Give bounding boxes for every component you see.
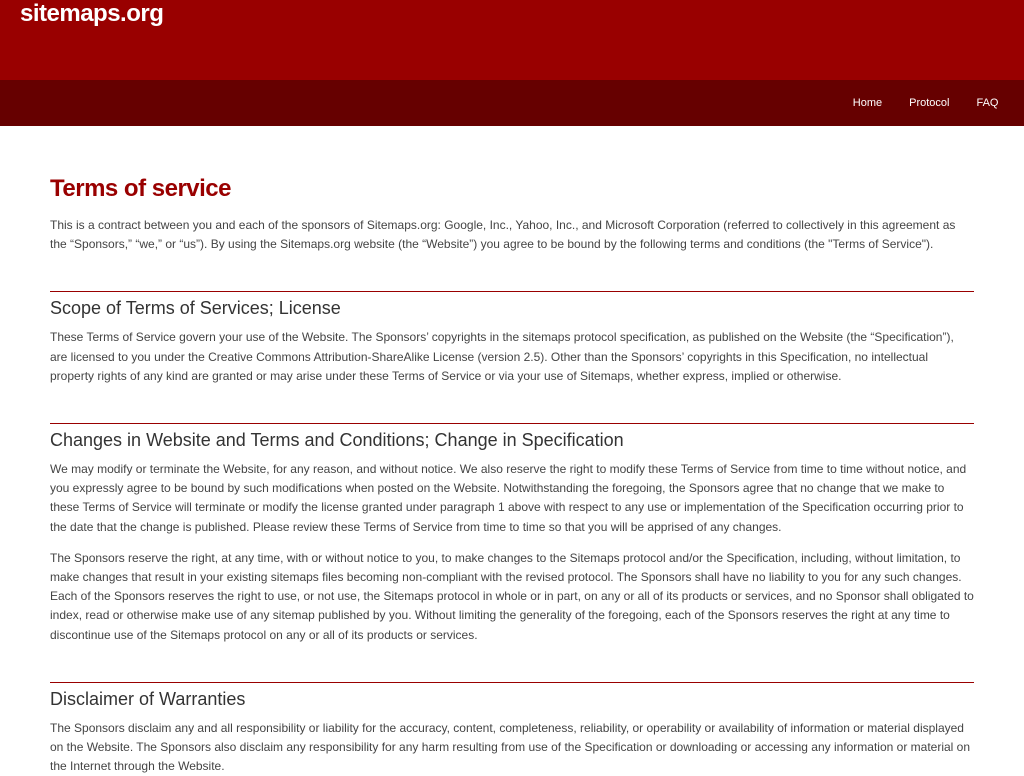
nav-item-protocol[interactable]: Protocol: [909, 97, 950, 109]
page-title: Terms of service: [50, 175, 231, 202]
section-scope-license: [50, 291, 974, 386]
section-paragraph: The Sponsors disclaim any and all responsibility or liability for the accuracy, content, completeness, reliability, or operability or availability of information or material displayed on the Website. The Sponsors also disclaim any responsibility for any harm resulting from use of the Specification or downloading or accessing any information or material on the Internet through the Website.: [50, 720, 971, 774]
nav-menu: [839, 80, 1012, 126]
site-logo-link[interactable]: sitemaps.org: [20, 0, 164, 27]
section-changes: [50, 423, 974, 645]
section-divider: [50, 291, 974, 292]
section-divider: [50, 423, 974, 424]
intro-paragraph: This is a contract between you and each of the sponsors of Sitemaps.org: Google, Inc., Yahoo, Inc., and Microsoft Corporation (referred to collectively in this agreement as the “Sponsors,” “we,” or “us”). By using the Sitemaps.org website (the “Website”) you agree to be bound by the following terms and conditions (the "Terms of Service").: [50, 218, 956, 252]
main-content: [50, 126, 974, 776]
section-disclaimer: [50, 682, 974, 776]
nav-item-faq[interactable]: FAQ: [976, 97, 999, 109]
section-heading: Scope of Terms of Services; License: [50, 298, 341, 319]
section-divider: [50, 682, 974, 683]
section-paragraph: These Terms of Service govern your use of the Website. The Sponsors’ copyrights in the sitemaps protocol specification, as published on the Website (the “Specification”), are licensed to you under the Creative Commons Attribution-ShareAlike License (version 2.5). Other than the Sponsors’ copyrights in this Specification, no intellectual property rights of any kind are granted or may arise under these Terms of Service or via your use of Sitemaps, whether express, implied or otherwise.: [50, 330, 954, 383]
section-paragraph: We may modify or terminate the Website, for any reason, and without notice. We also reserve the right to modify these Terms of Service from time to time without notice, and you expressly agree to be bound by such modifications when posted on the Website. Notwithstanding the foregoing, the Sponsors agree that no change that we make to these Terms of Service will terminate or modify the license granted under paragraph 1 above with respect to any use or implementation of the Specification occurring prior to the date that the change is published. Please review these Terms of Service from time to time so that you will be apprised of any changes.: [50, 462, 967, 534]
site-header: [0, 0, 1024, 80]
section-heading: Changes in Website and Terms and Conditions; Change in Specification: [50, 430, 624, 451]
nav-item-home[interactable]: Home: [852, 97, 883, 109]
section-paragraph: The Sponsors reserve the right, at any time, with or without notice to you, to make changes to the Sitemaps protocol and/or the Specification, including, without limitation, to make changes that result in your existing sitemaps files becoming non-compliant with the revised protocol. The Sponsors shall have no liability to you for any such changes. Each of the Sponsors reserves the right to use, or not use, the Sitemaps protocol in whole or in part, on any or all of its products or services, and no Sponsor shall obligated to index, read or otherwise make use of any sitemap published by you. Without limiting the generality of the foregoing, each of the Sponsors reserves the right at any time to discontinue use of the Sitemaps protocol on any or all of its products or services.: [50, 550, 974, 642]
main-nav: [0, 80, 1024, 126]
section-heading: Disclaimer of Warranties: [50, 688, 246, 709]
